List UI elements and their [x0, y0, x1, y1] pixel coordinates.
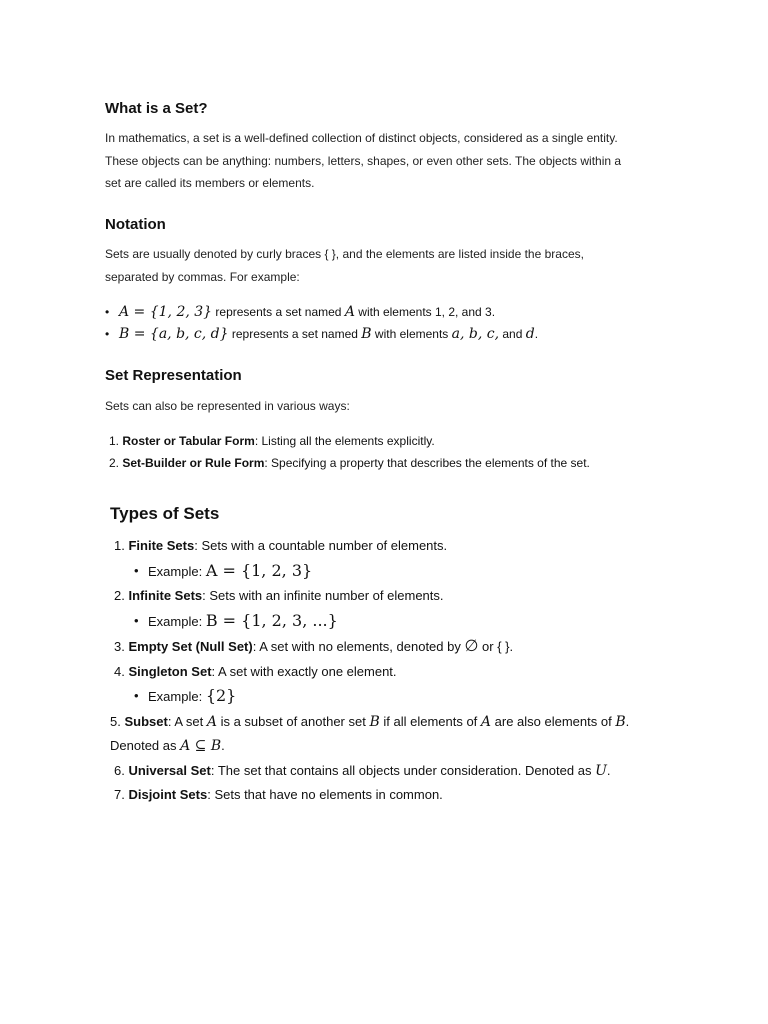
list-item [105, 323, 665, 345]
math-expression: A = {1, 2, 3} [119, 304, 213, 320]
list-term: Disjoint Sets [128, 787, 208, 802]
list-item [110, 660, 690, 685]
list-term: Empty Set (Null Set) [128, 639, 253, 654]
heading-what-is-a-set: What is a Set? [105, 100, 208, 117]
heading-set-representation: Set Representation [105, 367, 242, 384]
list-description: : A set with exactly one element. [211, 663, 397, 679]
math-expression: A ⊆ B [180, 738, 222, 754]
list-description: Denoted as [110, 738, 181, 753]
paragraph-line: Sets are usually denoted by curly braces { }, and the elements are listed inside the braces, [105, 247, 584, 261]
example-item [110, 609, 690, 635]
list-term: Infinite Sets [128, 588, 203, 603]
example-item [110, 684, 690, 710]
list-description: is a subset of another set [216, 713, 370, 729]
list-description: or { }. [478, 639, 514, 654]
math-variable: B [369, 713, 380, 730]
list-term: Finite Sets [128, 538, 195, 553]
list-description: if all elements of [379, 713, 481, 729]
empty-set-symbol: ∅ [464, 636, 479, 655]
list-number: 3. [114, 639, 129, 654]
list-number: 7. [114, 787, 129, 802]
list-description: : The set that contains all objects under consideration. Denoted as [210, 762, 596, 778]
list-item [110, 534, 690, 559]
list-item [110, 584, 690, 609]
math-variable: A [480, 713, 492, 730]
list-description: : Sets that have no elements in common. [207, 787, 443, 802]
types-list [110, 534, 690, 808]
paragraph-line: set are called its members or elements. [105, 176, 315, 190]
list-item [105, 430, 665, 452]
list-number: 2. [114, 588, 129, 603]
example-label: Example: [148, 563, 206, 579]
list-item-text: represents a set named [228, 327, 362, 341]
math-expression: B = {a, b, c, d} [119, 326, 229, 342]
list-term: Set-Builder or Rule Form [122, 455, 265, 470]
list-description: : Sets with an infinite number of elements. [202, 588, 444, 603]
list-number: 5. [110, 713, 125, 729]
list-description: . [221, 738, 225, 753]
list-item [105, 452, 665, 474]
list-term: Universal Set [128, 762, 211, 778]
example-label: Example: [148, 689, 206, 704]
list-item-text: with elements 1, 2, and 3. [354, 305, 496, 319]
section-types-of-sets [110, 504, 690, 808]
math-variable: A [344, 304, 355, 320]
list-item-text: and [499, 327, 526, 341]
math-variable: B [361, 326, 372, 342]
paragraph-line: separated by commas. For example: [105, 269, 300, 284]
paragraph-line: In mathematics, a set is a well-defined collection of distinct objects, considered as a single entity. [105, 131, 618, 145]
math-variable: U [595, 762, 607, 779]
list-number: 2. [109, 455, 123, 470]
math-expression: {2} [205, 686, 237, 705]
list-number: 1. [114, 538, 129, 553]
list-description: : A set with no elements, denoted by [252, 639, 465, 654]
list-term: Singleton Set [128, 663, 212, 679]
list-description: : Specifying a property that describes the elements of the set. [264, 455, 590, 470]
list-term: Subset [124, 713, 168, 729]
list-number: 4. [114, 663, 129, 679]
list-item [105, 301, 665, 323]
math-variable: a, b, c, [451, 326, 500, 342]
list-item [110, 634, 690, 660]
example-item [110, 559, 690, 585]
math-variable: A [206, 713, 217, 730]
list-description: : Sets with a countable number of elements. [194, 538, 448, 553]
math-variable: B [615, 713, 626, 730]
notation-bullet-list [105, 301, 665, 345]
heading-notation: Notation [105, 216, 166, 233]
section-notation [105, 216, 665, 345]
section-set-representation [105, 367, 665, 474]
list-item [110, 783, 690, 808]
paragraph-line: Sets can also be represented in various ways: [105, 399, 350, 413]
section-what-is-a-set [105, 100, 665, 195]
list-item-text: represents a set named [212, 305, 345, 319]
list-item [110, 710, 690, 735]
math-expression: A = {1, 2, 3} [205, 560, 313, 580]
list-description: : Listing all the elements explicitly. [254, 433, 435, 448]
list-description: are also elements of [491, 713, 616, 729]
math-expression: B = {1, 2, 3, ...} [205, 610, 338, 630]
list-item-text: . [534, 327, 539, 341]
list-description: . [606, 762, 611, 778]
heading-types-of-sets: Types of Sets [110, 504, 220, 523]
list-term: Roster or Tabular Form [122, 433, 255, 448]
list-item-text: with elements [371, 327, 452, 341]
example-label: Example: [148, 613, 206, 629]
list-item [110, 759, 690, 784]
list-item-continuation [110, 734, 690, 759]
paragraph-line: These objects can be anything: numbers, letters, shapes, or even other sets. The objects within a [105, 153, 622, 168]
list-description: : A set [167, 713, 207, 729]
representation-list [105, 430, 665, 474]
list-description: . [625, 713, 630, 729]
math-variable: d [525, 326, 535, 342]
list-number: 6. [114, 762, 129, 778]
list-number: 1. [109, 433, 123, 448]
